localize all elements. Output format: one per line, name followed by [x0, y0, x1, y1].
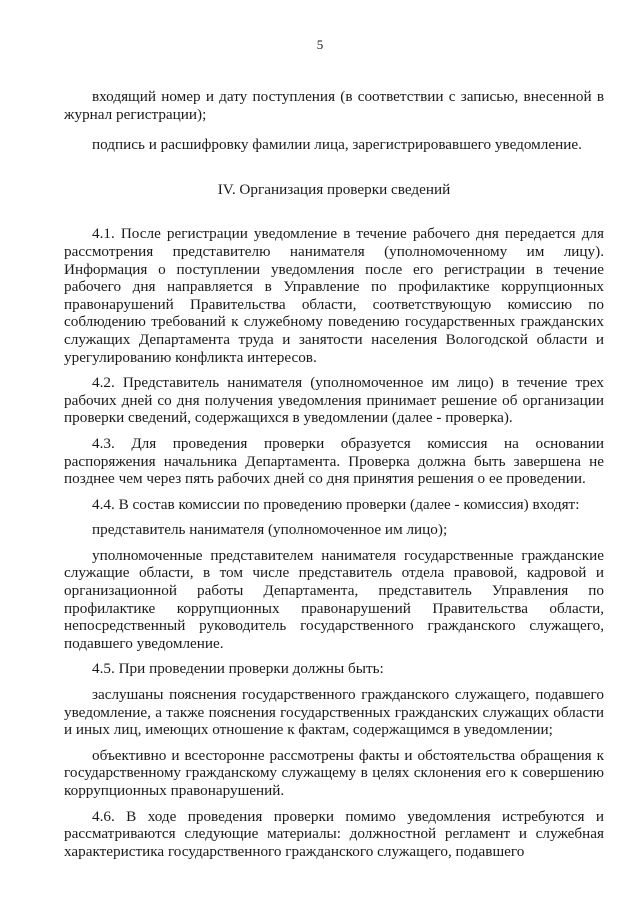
section-heading: IV. Организация проверки сведений — [217, 180, 451, 198]
paragraph-incoming-number: входящий номер и дату поступления (в соответствии с записью, внесенной в журнал регистрации); — [64, 88, 604, 123]
paragraph-4-4-item-1: представитель нанимателя (уполномоченное им лицо); — [92, 521, 448, 539]
paragraph-4-5: 4.5. При проведении проверки должны быть: — [92, 660, 384, 678]
paragraph-4-5-item-2: объективно и всесторонне рассмотрены факты и обстоятельства обращения к государственному гражданскому служащему в целях склонения его к совершению коррупционных правонарушений. — [64, 746, 604, 799]
paragraph-signature: подпись и расшифровку фамилии лица, зарегистрировавшего уведомление. — [92, 136, 582, 154]
paragraph-4-4: 4.4. В состав комиссии по проведению проверки (далее - комиссия) входят: — [92, 495, 580, 513]
page-number: 5 — [316, 37, 324, 52]
paragraph-4-5-item-1: заслушаны пояснения государственного гражданского служащего, подавшего уведомление, а также пояснения государственных гражданских служащих области и иных лиц, имеющих отношение к фактам, содержащимся в уведомлении; — [64, 686, 604, 739]
paragraph-4-6: 4.6. В ходе проведения проверки помимо уведомления истребуются и рассматриваются следующие материалы: должностной регламент и служебная характеристика государственного гражданского служащего, подавшего — [64, 807, 604, 860]
paragraph-4-2: 4.2. Представитель нанимателя (уполномоченное им лицо) в течение трех рабочих дней со дня получения уведомления принимает решение об организации проверки сведений, содержащихся в уведомлении (далее - проверка). — [64, 374, 604, 427]
paragraph-4-4-item-2: уполномоченные представителем нанимателя государственные гражданские служащие области, в том числе представитель отдела правовой, кадровой и организационной работы Департамента, представитель Управления по профилактике коррупционных правонарушений Правительства области, непосредственный руководитель государственного гражданского служащего, подавшего уведомление. — [64, 546, 604, 652]
paragraph-4-3: 4.3. Для проведения проверки образуется комиссия на основании распоряжения начальника Департамента. Проверка должна быть завершена не позднее чем через пять рабочих дней со дня принятия решения о ее проведении. — [64, 434, 604, 488]
document-body — [64, 88, 604, 860]
paragraph-4-1: 4.1. После регистрации уведомление в течение рабочего дня передается для рассмотрения представителю нанимателя (уполномоченному им лицу). Информация о поступлении уведомления после его регистрации в течение рабочего дня направляется в Управление по профилактике коррупционных правонарушений Правительства области, соответствующую комиссию по соблюдению требований к служебному поведению государственных гражданских служащих Департамента труда и занятости населения Вологодской области и урегулированию конфликта интересов. — [64, 225, 604, 366]
